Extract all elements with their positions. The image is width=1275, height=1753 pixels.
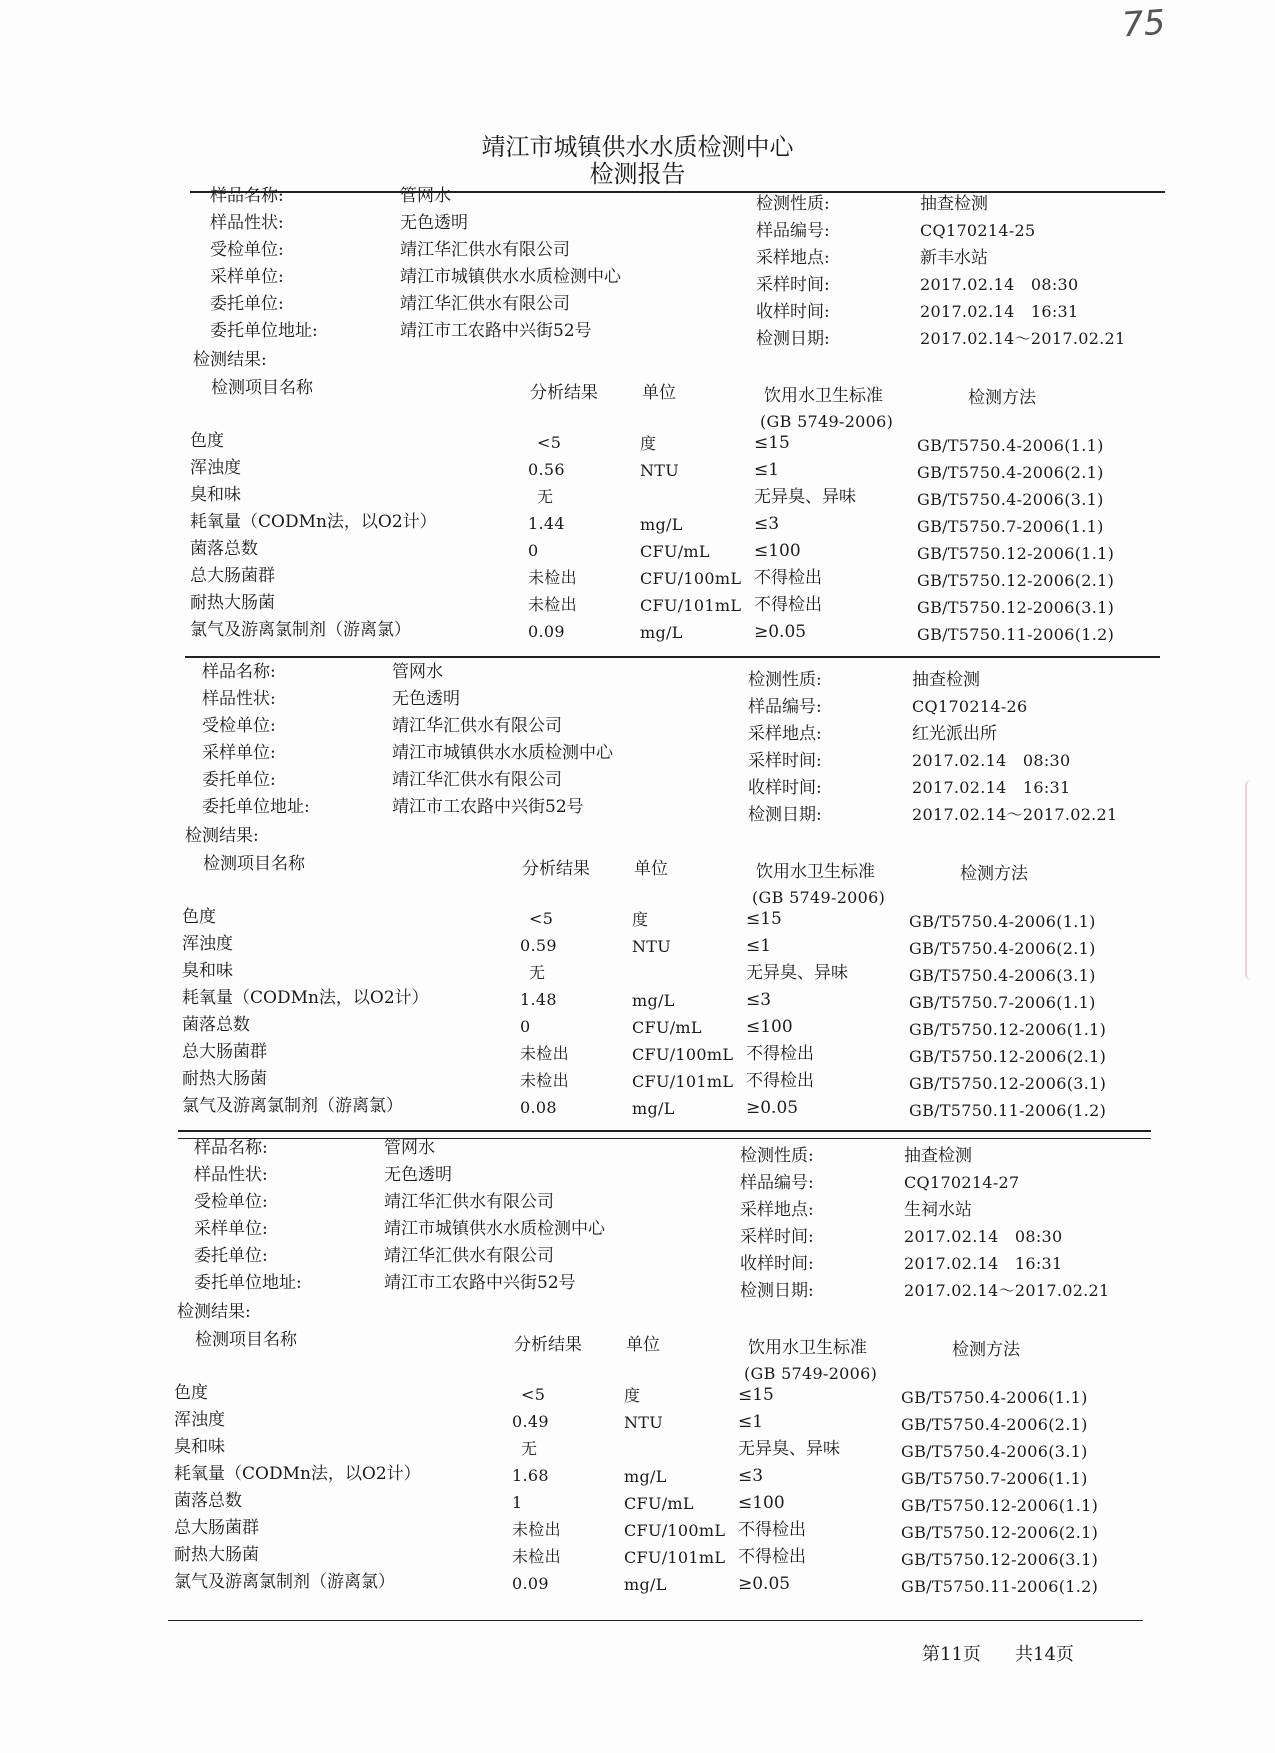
- report-title: 检测报告: [589, 160, 686, 188]
- table-cell-unit: CFU/mL: [624, 1494, 694, 1513]
- label-sample-state: 样品性状:: [194, 1165, 268, 1185]
- table-cell-result: <5: [521, 1385, 546, 1404]
- table-cell-method: GB/T5750.4-2006(1.1): [909, 912, 1096, 931]
- col-header-standard: 饮用水卫生标准: [748, 1338, 867, 1358]
- table-cell-method: GB/T5750.7-2006(1.1): [909, 993, 1096, 1012]
- table-cell-item: 臭和味: [190, 485, 241, 505]
- results-heading: 检测结果:: [185, 826, 259, 846]
- table-cell-item: 耐热大肠菌: [174, 1545, 259, 1565]
- table-cell-method: GB/T5750.11-2006(1.2): [917, 625, 1115, 644]
- label-inspected-unit: 受检单位:: [194, 1192, 268, 1212]
- label-inspected-unit: 受检单位:: [202, 716, 276, 736]
- table-cell-standard: ≤1: [754, 460, 780, 480]
- label-sampling-unit: 采样单位:: [194, 1219, 268, 1239]
- table-cell-item: 色度: [174, 1383, 208, 1403]
- table-cell-item: 耗氧量（CODMn法，以O2计）: [190, 512, 437, 532]
- table-cell-item: 菌落总数: [182, 1015, 250, 1035]
- table-cell-method: GB/T5750.4-2006(3.1): [901, 1442, 1088, 1461]
- label-client-address: 委托单位地址:: [210, 321, 318, 341]
- table-cell-unit: mg/L: [640, 623, 683, 642]
- table-cell-unit: CFU/100mL: [640, 569, 742, 588]
- table-cell-method: GB/T5750.12-2006(3.1): [909, 1074, 1107, 1093]
- label-sampling-unit: 采样单位:: [202, 743, 276, 763]
- table-cell-method: GB/T5750.12-2006(3.1): [901, 1550, 1099, 1569]
- table-cell-unit: mg/L: [640, 515, 683, 534]
- value-client-address: 靖江市工农路中兴街52号: [384, 1273, 576, 1293]
- label-receive-time: 收样时间:: [748, 778, 822, 798]
- label-test-date: 检测日期:: [748, 805, 822, 825]
- table-cell-method: GB/T5750.12-2006(1.1): [917, 544, 1115, 563]
- table-cell-standard: ≤15: [746, 909, 782, 929]
- handwritten-page-number: 75: [1120, 2, 1167, 46]
- table-cell-standard: ≤3: [738, 1466, 764, 1486]
- value-sampling-time: 2017.02.14 08:30: [912, 751, 1071, 770]
- table-cell-item: 浑浊度: [174, 1410, 225, 1430]
- table-cell-item: 总大肠菌群: [190, 566, 275, 586]
- table-cell-method: GB/T5750.4-2006(2.1): [901, 1415, 1088, 1434]
- table-cell-standard: ≤3: [754, 514, 780, 534]
- table-cell-result: 未检出: [520, 1044, 569, 1063]
- table-cell-standard: ≤100: [746, 1017, 793, 1037]
- table-cell-result: 无: [537, 487, 554, 506]
- table-cell-result: 无: [521, 1439, 538, 1458]
- table-cell-standard: 不得检出: [738, 1520, 806, 1540]
- value-test-nature: 抽查检测: [904, 1146, 972, 1166]
- table-cell-result: 1.44: [528, 514, 565, 533]
- table-cell-standard: ≤3: [746, 990, 772, 1010]
- results-heading: 检测结果:: [193, 350, 267, 370]
- table-cell-unit: CFU/mL: [640, 542, 710, 561]
- table-cell-unit: mg/L: [632, 1099, 675, 1118]
- table-cell-result: 未检出: [528, 595, 577, 614]
- table-cell-unit: mg/L: [624, 1467, 667, 1486]
- value-sample-name: 管网水: [400, 186, 451, 206]
- label-sampling-time: 采样时间:: [740, 1227, 814, 1247]
- table-cell-result: 1.68: [512, 1466, 549, 1485]
- table-cell-method: GB/T5750.4-2006(3.1): [909, 966, 1096, 985]
- table-cell-result: 0.59: [520, 936, 557, 955]
- value-inspected-unit: 靖江华汇供水有限公司: [384, 1192, 554, 1212]
- table-cell-method: GB/T5750.12-2006(3.1): [917, 598, 1115, 617]
- table-cell-result: 未检出: [520, 1071, 569, 1090]
- table-cell-standard: ≥0.05: [746, 1098, 799, 1118]
- table-cell-result: 0: [520, 1017, 531, 1036]
- table-cell-item: 耐热大肠菌: [182, 1069, 267, 1089]
- table-cell-method: GB/T5750.11-2006(1.2): [909, 1101, 1107, 1120]
- col-header-item: 检测项目名称: [203, 854, 305, 874]
- col-header-result: 分析结果: [522, 859, 590, 879]
- table-cell-unit: CFU/mL: [632, 1018, 702, 1037]
- col-header-result: 分析结果: [530, 383, 598, 403]
- table-cell-unit: CFU/101mL: [640, 596, 742, 615]
- label-receive-time: 收样时间:: [740, 1254, 814, 1274]
- label-sampling-unit: 采样单位:: [210, 267, 284, 287]
- col-header-method: 检测方法: [968, 388, 1036, 408]
- label-sampling-site: 采样地点:: [748, 724, 822, 744]
- table-cell-unit: CFU/101mL: [624, 1548, 726, 1567]
- label-sample-state: 样品性状:: [210, 213, 284, 233]
- label-sample-state: 样品性状:: [202, 689, 276, 709]
- label-sample-name: 样品名称:: [210, 186, 284, 206]
- label-sample-name: 样品名称:: [202, 662, 276, 682]
- value-sample-no: CQ170214-26: [912, 697, 1028, 716]
- label-sample-no: 样品编号:: [756, 221, 830, 241]
- value-sampling-unit: 靖江市城镇供水水质检测中心: [392, 743, 613, 763]
- table-cell-method: GB/T5750.4-2006(1.1): [917, 436, 1104, 455]
- table-cell-result: 无: [529, 963, 546, 982]
- table-cell-item: 氯气及游离氯制剂（游离氯）: [174, 1572, 395, 1592]
- table-cell-item: 菌落总数: [190, 539, 258, 559]
- label-inspected-unit: 受检单位:: [210, 240, 284, 260]
- value-sample-state: 无色透明: [392, 689, 460, 709]
- table-cell-item: 总大肠菌群: [182, 1042, 267, 1062]
- table-cell-item: 色度: [182, 907, 216, 927]
- value-client-unit: 靖江华汇供水有限公司: [384, 1246, 554, 1266]
- table-cell-item: 耐热大肠菌: [190, 593, 275, 613]
- table-cell-result: 0.49: [512, 1412, 549, 1431]
- value-sample-state: 无色透明: [400, 213, 468, 233]
- label-sampling-time: 采样时间:: [756, 275, 830, 295]
- value-client-unit: 靖江华汇供水有限公司: [392, 770, 562, 790]
- table-cell-unit: 度: [624, 1386, 641, 1405]
- label-receive-time: 收样时间:: [756, 302, 830, 322]
- value-sampling-site: 新丰水站: [920, 248, 988, 268]
- table-cell-result: 0.56: [528, 460, 565, 479]
- table-cell-item: 浑浊度: [190, 458, 241, 478]
- table-cell-method: GB/T5750.12-2006(1.1): [909, 1020, 1107, 1039]
- org-title: 靖江市城镇供水水质检测中心: [481, 133, 794, 161]
- label-sampling-site: 采样地点:: [740, 1200, 814, 1220]
- table-cell-result: 未检出: [512, 1520, 561, 1539]
- table-cell-result: 0.09: [512, 1574, 549, 1593]
- value-sample-state: 无色透明: [384, 1165, 452, 1185]
- value-client-unit: 靖江华汇供水有限公司: [400, 294, 570, 314]
- value-client-address: 靖江市工农路中兴街52号: [400, 321, 592, 341]
- table-cell-method: GB/T5750.12-2006(2.1): [901, 1523, 1099, 1542]
- table-cell-unit: NTU: [640, 461, 680, 480]
- table-cell-standard: 不得检出: [738, 1547, 806, 1567]
- table-cell-method: GB/T5750.12-2006(1.1): [901, 1496, 1099, 1515]
- col-header-standard-code: (GB 5749-2006): [752, 888, 886, 907]
- value-inspected-unit: 靖江华汇供水有限公司: [400, 240, 570, 260]
- table-cell-result: <5: [529, 909, 554, 928]
- table-cell-item: 氯气及游离氯制剂（游离氯）: [190, 620, 411, 640]
- col-header-unit: 单位: [634, 859, 668, 879]
- col-header-method: 检测方法: [952, 1340, 1020, 1360]
- table-cell-result: 1.48: [520, 990, 557, 1009]
- value-sampling-time: 2017.02.14 08:30: [904, 1227, 1063, 1246]
- value-sampling-unit: 靖江市城镇供水水质检测中心: [384, 1219, 605, 1239]
- label-test-date: 检测日期:: [756, 329, 830, 349]
- table-cell-result: 未检出: [512, 1547, 561, 1566]
- value-sample-no: CQ170214-27: [904, 1173, 1020, 1192]
- col-header-method: 检测方法: [960, 864, 1028, 884]
- table-cell-result: 未检出: [528, 568, 577, 587]
- col-header-unit: 单位: [626, 1335, 660, 1355]
- table-cell-item: 菌落总数: [174, 1491, 242, 1511]
- table-cell-method: GB/T5750.4-2006(1.1): [901, 1388, 1088, 1407]
- table-cell-standard: ≤100: [754, 541, 801, 561]
- table-cell-standard: ≤100: [738, 1493, 785, 1513]
- table-cell-standard: ≤1: [738, 1412, 764, 1432]
- label-test-date: 检测日期:: [740, 1281, 814, 1301]
- col-header-unit: 单位: [642, 383, 676, 403]
- table-cell-method: GB/T5750.12-2006(2.1): [909, 1047, 1107, 1066]
- table-cell-unit: CFU/100mL: [632, 1045, 734, 1064]
- table-cell-unit: NTU: [624, 1413, 664, 1432]
- table-cell-standard: 不得检出: [746, 1044, 814, 1064]
- table-cell-unit: 度: [632, 910, 649, 929]
- table-cell-standard: 不得检出: [754, 568, 822, 588]
- table-cell-item: 色度: [190, 431, 224, 451]
- table-cell-item: 浑浊度: [182, 934, 233, 954]
- value-sampling-time: 2017.02.14 08:30: [920, 275, 1079, 294]
- table-cell-unit: mg/L: [632, 991, 675, 1010]
- label-sampling-site: 采样地点:: [756, 248, 830, 268]
- label-client-address: 委托单位地址:: [202, 797, 310, 817]
- value-client-address: 靖江市工农路中兴街52号: [392, 797, 584, 817]
- value-test-nature: 抽查检测: [920, 194, 988, 214]
- label-client-unit: 委托单位:: [194, 1246, 268, 1266]
- table-cell-item: 臭和味: [174, 1437, 225, 1457]
- table-cell-standard: ≤1: [746, 936, 772, 956]
- table-cell-unit: CFU/101mL: [632, 1072, 734, 1091]
- table-cell-standard: 无异臭、异味: [754, 487, 856, 507]
- table-cell-result: 0: [528, 541, 539, 560]
- table-cell-result: 0.08: [520, 1098, 557, 1117]
- table-cell-item: 氯气及游离氯制剂（游离氯）: [182, 1096, 403, 1116]
- value-sample-name: 管网水: [384, 1138, 435, 1158]
- label-test-nature: 检测性质:: [740, 1146, 814, 1166]
- table-cell-method: GB/T5750.4-2006(2.1): [909, 939, 1096, 958]
- col-header-item: 检测项目名称: [211, 378, 313, 398]
- table-cell-result: 0.09: [528, 622, 565, 641]
- label-sample-no: 样品编号:: [748, 697, 822, 717]
- table-cell-method: GB/T5750.12-2006(2.1): [917, 571, 1115, 590]
- table-cell-standard: 无异臭、异味: [746, 963, 848, 983]
- table-cell-item: 耗氧量（CODMn法，以O2计）: [182, 988, 429, 1008]
- value-sampling-unit: 靖江市城镇供水水质检测中心: [400, 267, 621, 287]
- table-cell-method: GB/T5750.4-2006(3.1): [917, 490, 1104, 509]
- table-cell-unit: CFU/100mL: [624, 1521, 726, 1540]
- label-sample-no: 样品编号:: [740, 1173, 814, 1193]
- table-cell-method: GB/T5750.11-2006(1.2): [901, 1577, 1099, 1596]
- value-receive-time: 2017.02.14 16:31: [904, 1254, 1063, 1273]
- table-cell-standard: ≥0.05: [754, 622, 807, 642]
- table-cell-standard: ≥0.05: [738, 1574, 791, 1594]
- value-test-nature: 抽查检测: [912, 670, 980, 690]
- col-header-item: 检测项目名称: [195, 1330, 297, 1350]
- value-sampling-site: 生祠水站: [904, 1200, 972, 1220]
- results-heading: 检测结果:: [177, 1302, 251, 1322]
- label-sample-name: 样品名称:: [194, 1138, 268, 1158]
- col-header-standard: 饮用水卫生标准: [756, 862, 875, 882]
- value-receive-time: 2017.02.14 16:31: [920, 302, 1079, 321]
- page-total: 共14页: [1015, 1644, 1074, 1665]
- label-test-nature: 检测性质:: [756, 194, 830, 214]
- page-number: 第11页: [922, 1644, 981, 1665]
- value-test-date: 2017.02.14～2017.02.21: [904, 1281, 1110, 1300]
- value-test-date: 2017.02.14～2017.02.21: [912, 805, 1118, 824]
- label-test-nature: 检测性质:: [748, 670, 822, 690]
- value-sample-no: CQ170214-25: [920, 221, 1036, 240]
- label-client-unit: 委托单位:: [202, 770, 276, 790]
- value-sampling-site: 红光派出所: [912, 724, 997, 744]
- table-cell-unit: 度: [640, 434, 657, 453]
- table-cell-method: GB/T5750.4-2006(2.1): [917, 463, 1104, 482]
- table-cell-item: 臭和味: [182, 961, 233, 981]
- table-cell-standard: 无异臭、异味: [738, 1439, 840, 1459]
- col-header-standard-code: (GB 5749-2006): [744, 1364, 878, 1383]
- value-inspected-unit: 靖江华汇供水有限公司: [392, 716, 562, 736]
- value-sample-name: 管网水: [392, 662, 443, 682]
- table-cell-standard: 不得检出: [754, 595, 822, 615]
- label-client-address: 委托单位地址:: [194, 1273, 302, 1293]
- table-cell-item: 总大肠菌群: [174, 1518, 259, 1538]
- col-header-standard: 饮用水卫生标准: [764, 386, 883, 406]
- col-header-result: 分析结果: [514, 1335, 582, 1355]
- label-client-unit: 委托单位:: [210, 294, 284, 314]
- value-test-date: 2017.02.14～2017.02.21: [920, 329, 1126, 348]
- table-cell-method: GB/T5750.7-2006(1.1): [917, 517, 1104, 536]
- table-cell-standard: 不得检出: [746, 1071, 814, 1091]
- table-cell-method: GB/T5750.7-2006(1.1): [901, 1469, 1088, 1488]
- table-cell-unit: NTU: [632, 937, 672, 956]
- table-cell-standard: ≤15: [738, 1385, 774, 1405]
- table-cell-item: 耗氧量（CODMn法，以O2计）: [174, 1464, 421, 1484]
- table-cell-result: 1: [512, 1493, 523, 1512]
- table-cell-standard: ≤15: [754, 433, 790, 453]
- label-sampling-time: 采样时间:: [748, 751, 822, 771]
- table-cell-unit: mg/L: [624, 1575, 667, 1594]
- value-receive-time: 2017.02.14 16:31: [912, 778, 1071, 797]
- col-header-standard-code: (GB 5749-2006): [760, 412, 894, 431]
- table-cell-result: <5: [537, 433, 562, 452]
